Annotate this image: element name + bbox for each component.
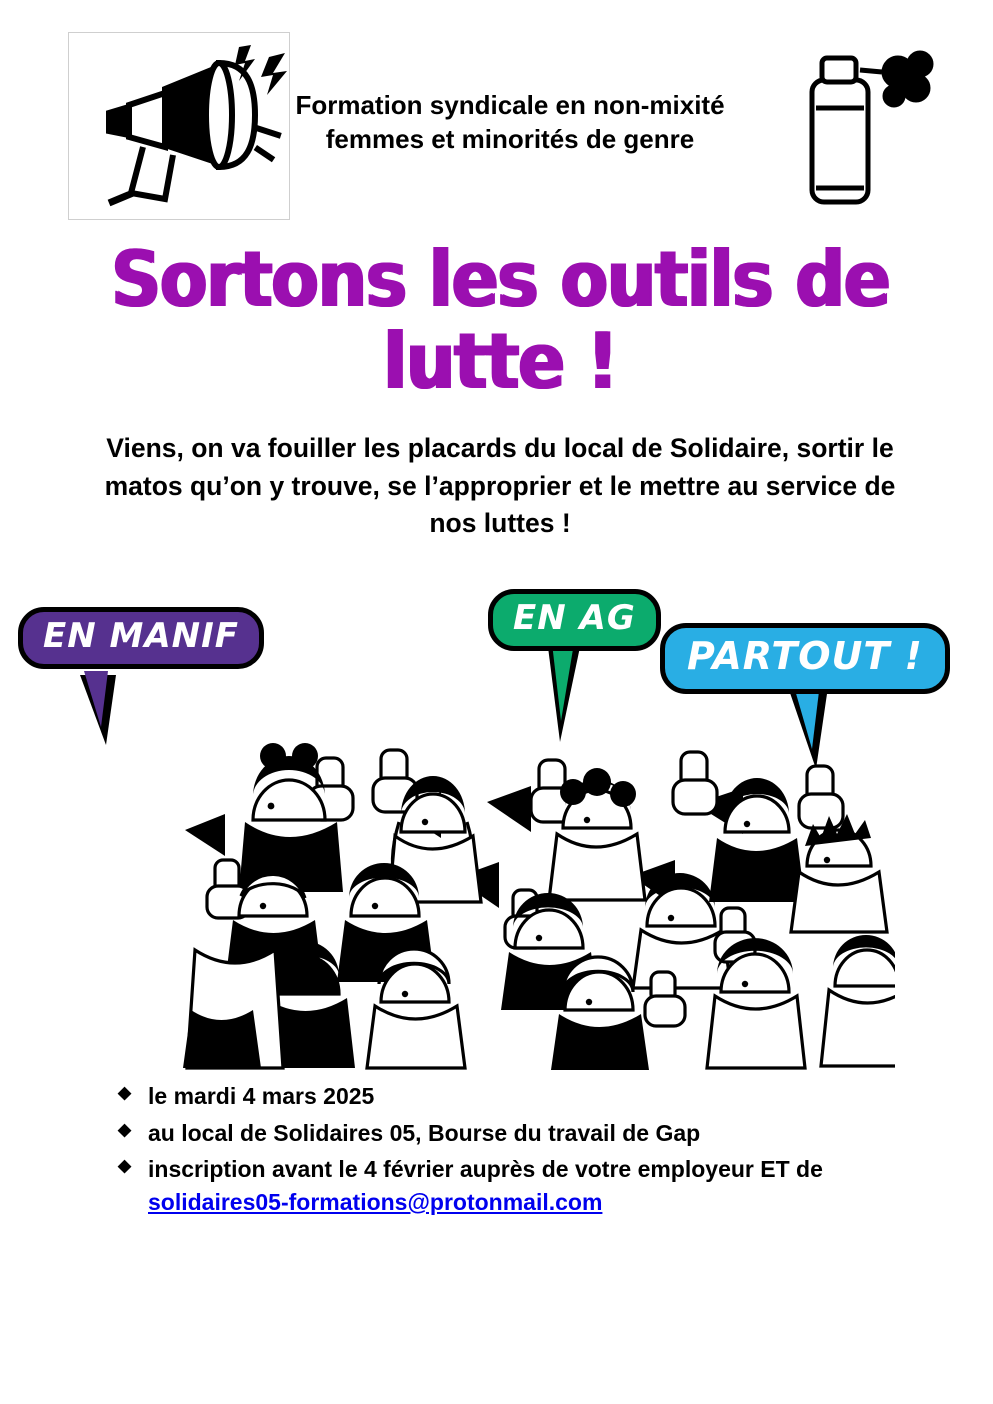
speech-bubble-partout [660, 623, 950, 694]
list-item [118, 1153, 918, 1218]
speech-bubble-partout-label: PARTOUT ! [660, 623, 950, 694]
detail-location: au local de Solidaires 05, Bourse du travail de Gap [148, 1119, 701, 1146]
crowd-drawing [95, 710, 895, 1070]
detail-registration-text: inscription avant le 4 février auprès de votre employeur ET de [148, 1156, 823, 1183]
bullet-diamond-icon: ◆ [118, 1119, 132, 1139]
poster-main-title: Sortons les outils de lutte ! [110, 235, 890, 408]
poster-intro-text: Viens, on va fouiller les placards du local de Solidaire, sortir le matos qu’on y trouve, se l’approprier et le mettre au service de nos luttes ! [104, 433, 896, 539]
spray-can-icon [760, 38, 940, 218]
speech-bubble-en-manif [18, 607, 264, 669]
detail-date: le mardi 4 mars 2025 [148, 1083, 375, 1109]
detail-registration [148, 1153, 918, 1218]
header-title: Formation syndicale en non-mixité femmes et minorités de genre [295, 90, 725, 155]
bullet-diamond-icon: ◆ [118, 1156, 132, 1176]
speech-bubble-en-ag [488, 589, 661, 651]
megaphone-icon [68, 32, 290, 220]
protest-crowd-illustration [0, 575, 993, 1075]
list-item [118, 1080, 918, 1113]
list-item [118, 1117, 918, 1150]
speech-bubble-en-ag-label: EN AG [488, 589, 661, 651]
registration-email-link[interactable]: solidaires05-formations@protonmail.com [148, 1188, 603, 1215]
speech-bubble-en-manif-label: EN MANIF [18, 607, 264, 669]
bullet-diamond-icon: ◆ [118, 1083, 132, 1102]
poster-header [60, 28, 940, 228]
details-list [118, 1080, 918, 1223]
